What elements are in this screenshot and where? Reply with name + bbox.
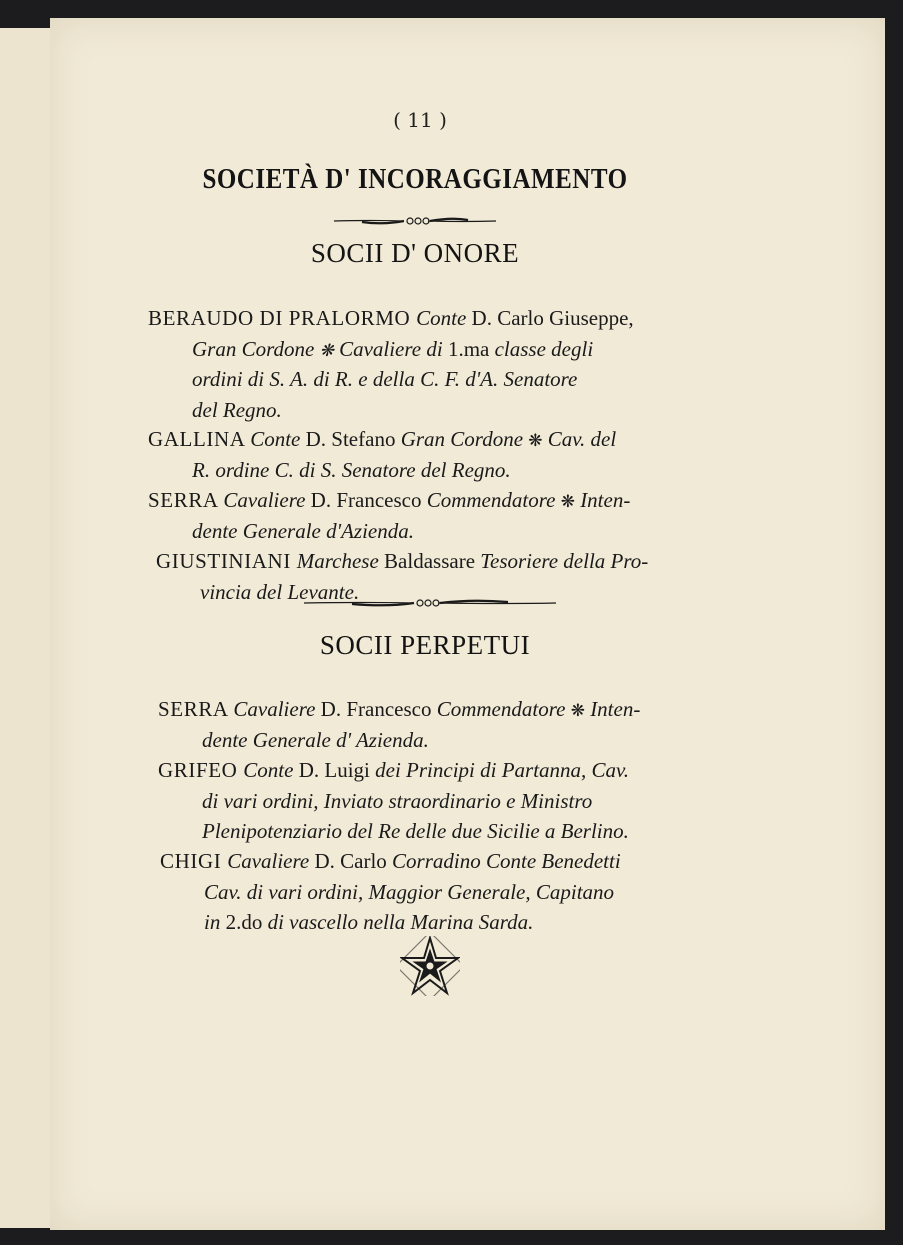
scroll-rule-icon: [332, 213, 498, 229]
honorary-entry-gallina: [148, 424, 616, 485]
order-star-icon: ❋: [570, 701, 585, 720]
section-title-honorary: SOCII D' ONORE: [310, 238, 520, 268]
entry-line: BERAUDO DI PRALORMO Conte D. Carlo Giuseppe,: [148, 306, 634, 330]
section-title-perpetual: SOCII PERPETUI: [319, 630, 531, 660]
previous-page-edge: [0, 28, 53, 1228]
entry-line: CHIGI Cavaliere D. Carlo Corradino Conte Benedetti: [160, 849, 621, 873]
perpetual-entry-grifeo: [158, 755, 629, 847]
entry-line: Cav. di vari ordini, Maggior Generale, Capitano: [204, 879, 615, 904]
star-emblem-icon: [400, 936, 460, 996]
entry-line: dente Generale d' Azienda.: [202, 727, 429, 752]
entry-line: di vari ordini, Inviato straordinario e Ministro: [202, 788, 593, 813]
entry-line: Gran Cordone ❋ Cavaliere di 1.ma classe degli: [192, 336, 594, 361]
entry-line: vincia del Levante.: [200, 579, 360, 604]
entry-line: SERRA Cavaliere D. Francesco Commendatore ❋ Inten-: [148, 488, 631, 512]
honorary-entry-serra: [148, 485, 630, 546]
society-title: SOCIETÀ D' INCORAGGIAMENTO: [202, 163, 628, 195]
honorary-entry-beraudo: [148, 303, 634, 425]
entry-line: R. ordine C. di S. Senatore del Regno.: [192, 457, 511, 482]
perpetual-entry-chigi: [160, 846, 621, 938]
entry-line: GIUSTINIANI Marchese Baldassare Tesoriere della Pro-: [156, 549, 649, 573]
order-star-icon: ❋: [319, 340, 334, 360]
entry-line: SERRA Cavaliere D. Francesco Commendatore ❋ Inten-: [158, 697, 641, 721]
perpetual-entry-serra: [158, 694, 640, 755]
scroll-rule-icon: [302, 595, 558, 611]
entry-line: ordini di S. A. di R. e della C. F. d'A. Senatore: [192, 367, 578, 392]
book-page: [50, 18, 885, 1230]
entry-line: in 2.do di vascello nella Marina Sarda.: [204, 910, 534, 935]
entry-line: GRIFEO Conte D. Luigi dei Principi di Partanna, Cav.: [158, 758, 630, 782]
order-star-icon: ❋: [528, 431, 543, 450]
entry-line: Plenipotenziario del Re delle due Sicilie a Berlino.: [202, 819, 629, 844]
entry-line: GALLINA Conte D. Stefano Gran Cordone ❋ Cav. del: [148, 427, 617, 451]
order-star-icon: ❋: [560, 492, 575, 511]
entry-line: dente Generale d'Azienda.: [192, 518, 415, 543]
page-number: ( 11 ): [393, 108, 447, 132]
entry-line: del Regno.: [192, 397, 282, 422]
